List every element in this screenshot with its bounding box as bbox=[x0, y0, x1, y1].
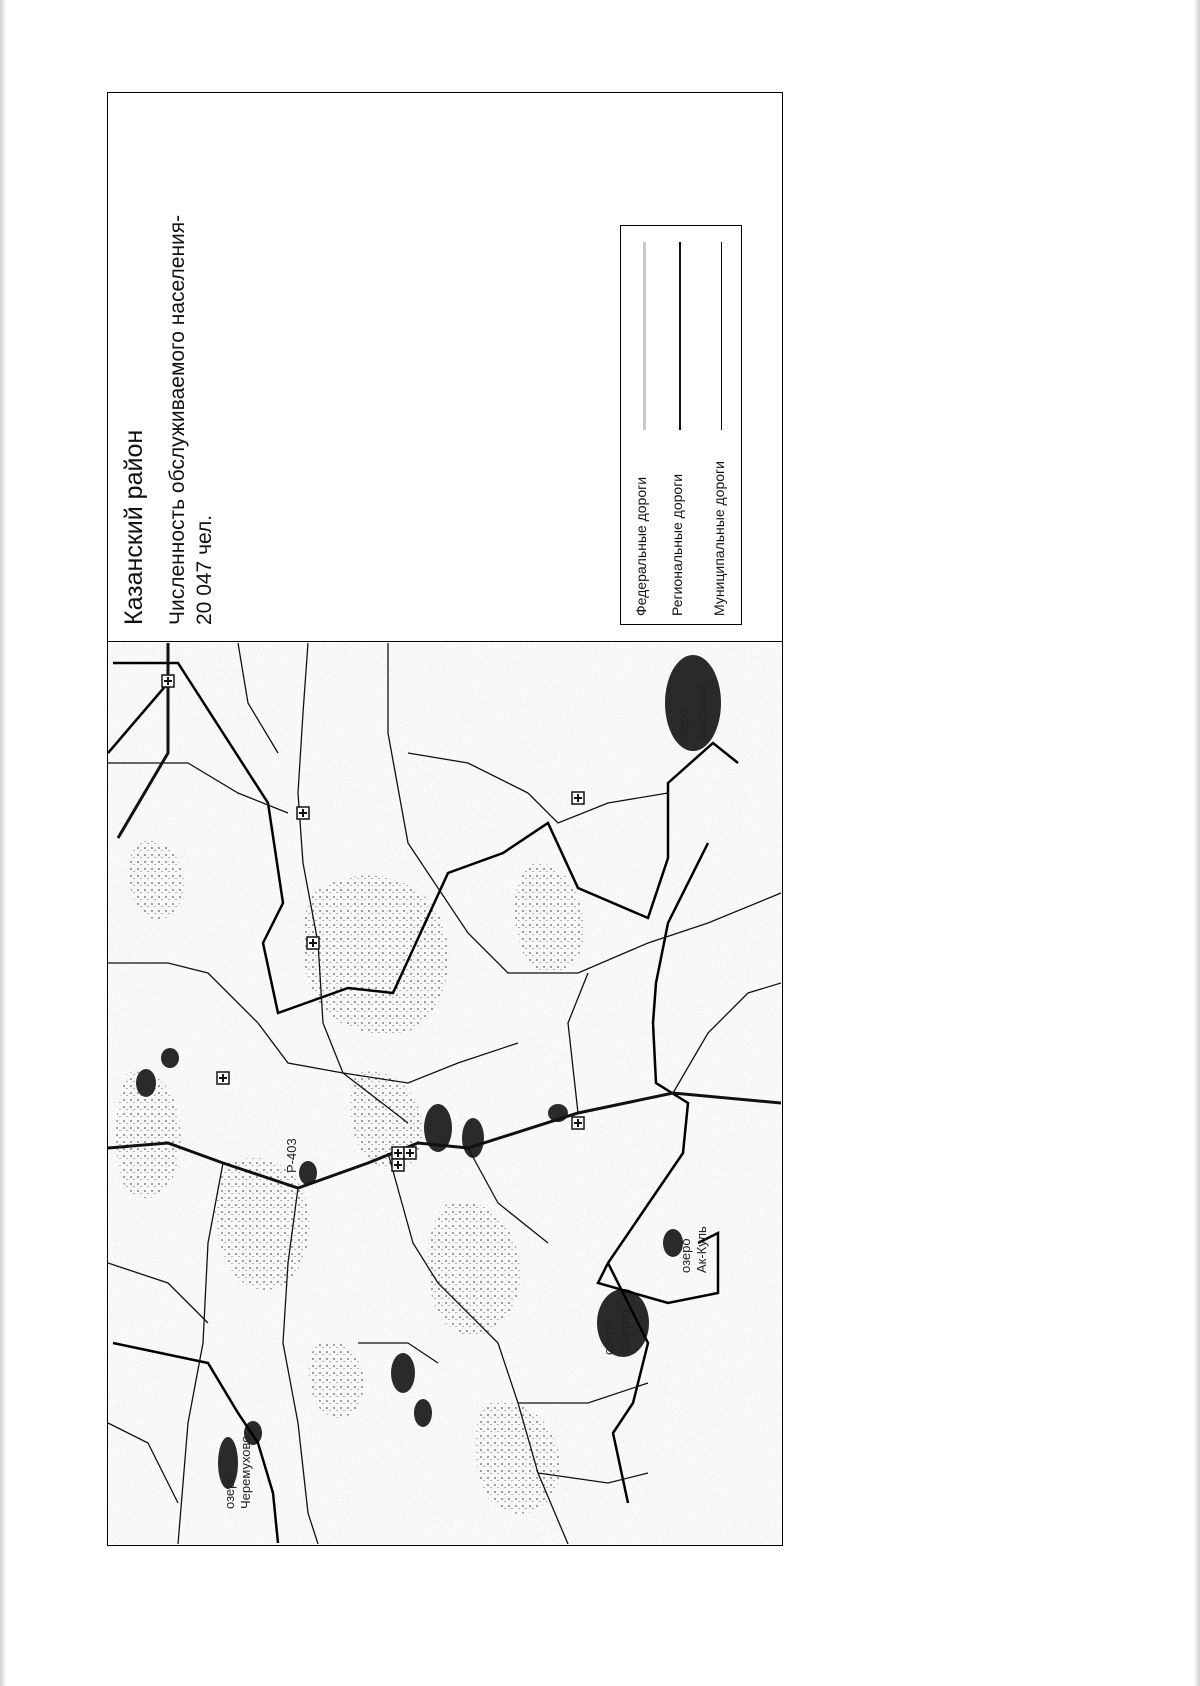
lake-small-4 bbox=[462, 1118, 484, 1158]
map-sheet bbox=[107, 92, 783, 1546]
population-line-1: Численность обслуживаемого населения- bbox=[166, 214, 189, 625]
lake-label-cheremukhovo-2: Черемухово bbox=[238, 1435, 253, 1509]
lake-label-zavozhan-1: озеро bbox=[676, 708, 691, 743]
legend-label-regional: Региональные дороги bbox=[669, 473, 685, 616]
facility-icon bbox=[572, 792, 584, 804]
legend-item-regional bbox=[665, 236, 695, 616]
legend-swatch-regional bbox=[679, 242, 681, 430]
lake-zavozhan bbox=[665, 655, 721, 751]
population-line-2: 20 047 чел. bbox=[193, 514, 216, 625]
legend-swatch-federal bbox=[643, 242, 646, 430]
lake-label-oshkraz-2: Ошкраз bbox=[617, 1308, 632, 1355]
district-title: Казанский район bbox=[120, 429, 148, 625]
panel-divider bbox=[108, 641, 782, 642]
facility-icon bbox=[297, 807, 309, 819]
map-svg bbox=[108, 643, 781, 1544]
facility-icon bbox=[162, 675, 174, 687]
rotated-info-content bbox=[108, 93, 784, 641]
lake-label-akkul-2: Ак-Куль bbox=[694, 1226, 709, 1273]
info-panel bbox=[108, 93, 784, 641]
facility-icon bbox=[404, 1147, 416, 1159]
facility-icon bbox=[217, 1072, 229, 1084]
lake-small-2 bbox=[161, 1048, 179, 1068]
scan-right-edge bbox=[1194, 0, 1200, 1686]
lake-small-6 bbox=[414, 1399, 432, 1427]
population-text bbox=[164, 215, 218, 625]
facility-icon bbox=[572, 1117, 584, 1129]
facility-icon bbox=[307, 937, 319, 949]
legend-item-federal bbox=[629, 236, 659, 616]
scan-left-edge bbox=[0, 0, 6, 1686]
facility-icon bbox=[392, 1159, 404, 1171]
district-map bbox=[108, 643, 781, 1544]
facility-icon bbox=[392, 1147, 404, 1159]
map-legend bbox=[620, 225, 742, 625]
lake-label-oshkraz-1: озеро bbox=[601, 1320, 616, 1355]
lake-label-zavozhan-2: Завозжан bbox=[694, 685, 709, 743]
lake-small-1 bbox=[136, 1069, 156, 1097]
legend-swatch-municipal bbox=[721, 242, 722, 430]
legend-label-federal: Федеральные дороги bbox=[633, 476, 649, 616]
legend-item-municipal bbox=[707, 236, 737, 616]
lake-small-5 bbox=[391, 1353, 415, 1393]
road-label-r403: Р-403 bbox=[284, 1138, 299, 1173]
lake-label-cheremukhovo-1: озеро bbox=[222, 1474, 237, 1509]
lake-label-akkul-1: озеро bbox=[678, 1238, 693, 1273]
legend-label-municipal: Муниципальные дороги bbox=[711, 461, 727, 616]
